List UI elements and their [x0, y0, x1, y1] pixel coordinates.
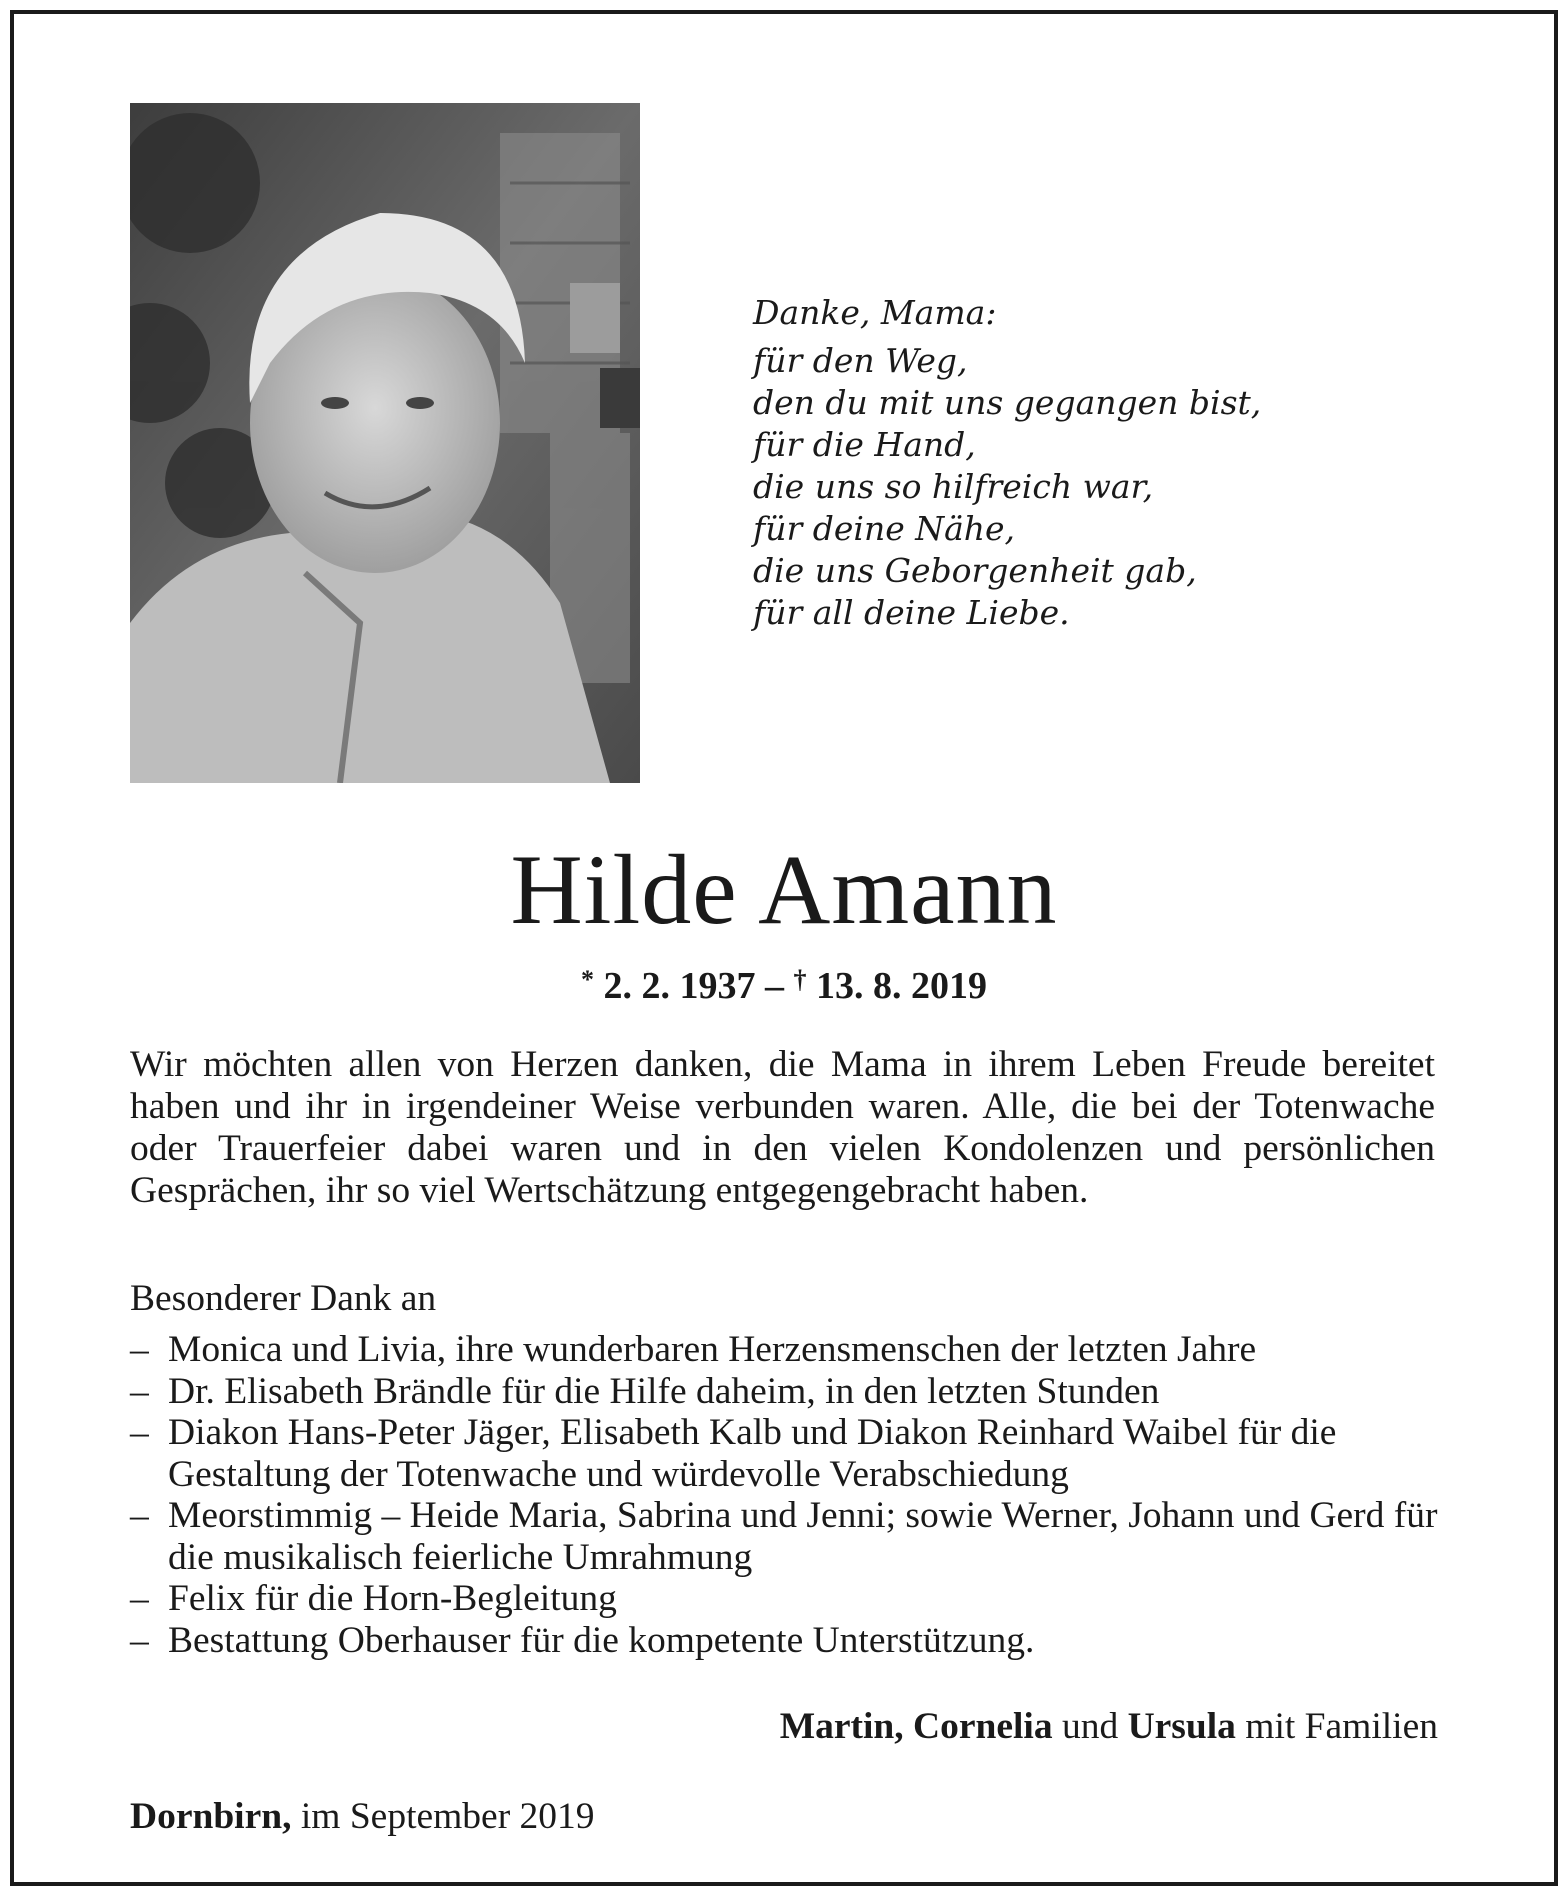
list-item-text: Monica und Livia, ihre wunderbaren Herzensmenschen der letzten Jahre	[168, 1329, 1257, 1370]
date-separator: –	[765, 965, 784, 1007]
list-item-text: Felix für die Horn-Begleitung	[168, 1578, 617, 1619]
poem-line: für deine Nähe,	[753, 509, 1016, 548]
portrait-photo	[130, 103, 640, 783]
place-and-date	[130, 1796, 595, 1838]
poem-line: für den Weg,	[753, 341, 968, 380]
poem	[753, 292, 1353, 634]
list-item	[130, 1495, 1460, 1578]
signer-names-1: Martin, Cornelia	[779, 1706, 1053, 1747]
birth-mark: *	[581, 965, 594, 994]
signer-conjunction: und	[1061, 1706, 1119, 1747]
list-item	[130, 1578, 1460, 1620]
list-item-text: Dr. Elisabeth Brändle für die Hilfe daheim, in den letzten Stunden	[168, 1370, 1160, 1412]
deceased-name: Hilde Amann	[510, 834, 1058, 945]
dash-bullet: –	[130, 1619, 149, 1661]
signers	[780, 1706, 1438, 1748]
dash-bullet: –	[130, 1329, 149, 1370]
list-item-text: Bestattung Oberhauser für die kompetente Unterstützung.	[168, 1619, 1035, 1661]
special-thanks-heading: Besonderer Dank an	[130, 1278, 437, 1319]
dash-bullet: –	[130, 1578, 149, 1619]
list-item	[130, 1620, 1460, 1662]
birth-date: 2. 2. 1937	[603, 965, 756, 1007]
thank-you-message: Wir möchten allen von Herzen danken, die Mama in ihrem Leben Freude bereitet haben und ihr in irgendeiner Weise verbunden waren. Alle, die bei der Totenwache oder Trauerfeier dabei waren und in den vielen Kondolenzen und persönlichen Gesprächen, ihr so viel Wertschätzung entgegengebracht haben.	[130, 1044, 1435, 1211]
list-item-text: Diakon Hans-Peter Jäger, Elisabeth Kalb und Diakon Reinhard Waibel für die Gestaltung der Totenwache und würdevolle Verabschiedung	[168, 1412, 1337, 1495]
dash-bullet: –	[130, 1370, 149, 1412]
special-thanks-list	[130, 1329, 1460, 1661]
list-item	[130, 1412, 1460, 1495]
dash-bullet: –	[130, 1412, 149, 1453]
death-date: 13. 8. 2019	[816, 965, 987, 1007]
place-city: Dornbirn,	[130, 1796, 292, 1837]
portrait-image	[130, 103, 640, 783]
signer-names-2: Ursula	[1127, 1706, 1236, 1747]
list-item	[130, 1329, 1460, 1371]
list-item-text: Meorstimmig – Heide Maria, Sabrina und Jenni; sowie Werner, Johann und Gerd für die musikalisch feierliche Umrahmung	[168, 1495, 1438, 1578]
signer-suffix: mit Familien	[1245, 1706, 1438, 1747]
poem-line: den du mit uns gegangen bist,	[753, 383, 1262, 422]
poem-line: für all deine Liebe.	[753, 593, 1070, 632]
dash-bullet: –	[130, 1495, 149, 1536]
poem-line: die uns so hilfreich war,	[753, 467, 1154, 506]
death-mark: †	[793, 965, 807, 994]
poem-intro: Danke, Mama:	[753, 293, 997, 332]
place-date: im September 2019	[300, 1796, 595, 1837]
poem-line: die uns Geborgenheit gab,	[753, 551, 1197, 590]
list-item	[130, 1371, 1460, 1413]
poem-line: für die Hand,	[753, 425, 976, 464]
life-dates	[0, 958, 1568, 1008]
